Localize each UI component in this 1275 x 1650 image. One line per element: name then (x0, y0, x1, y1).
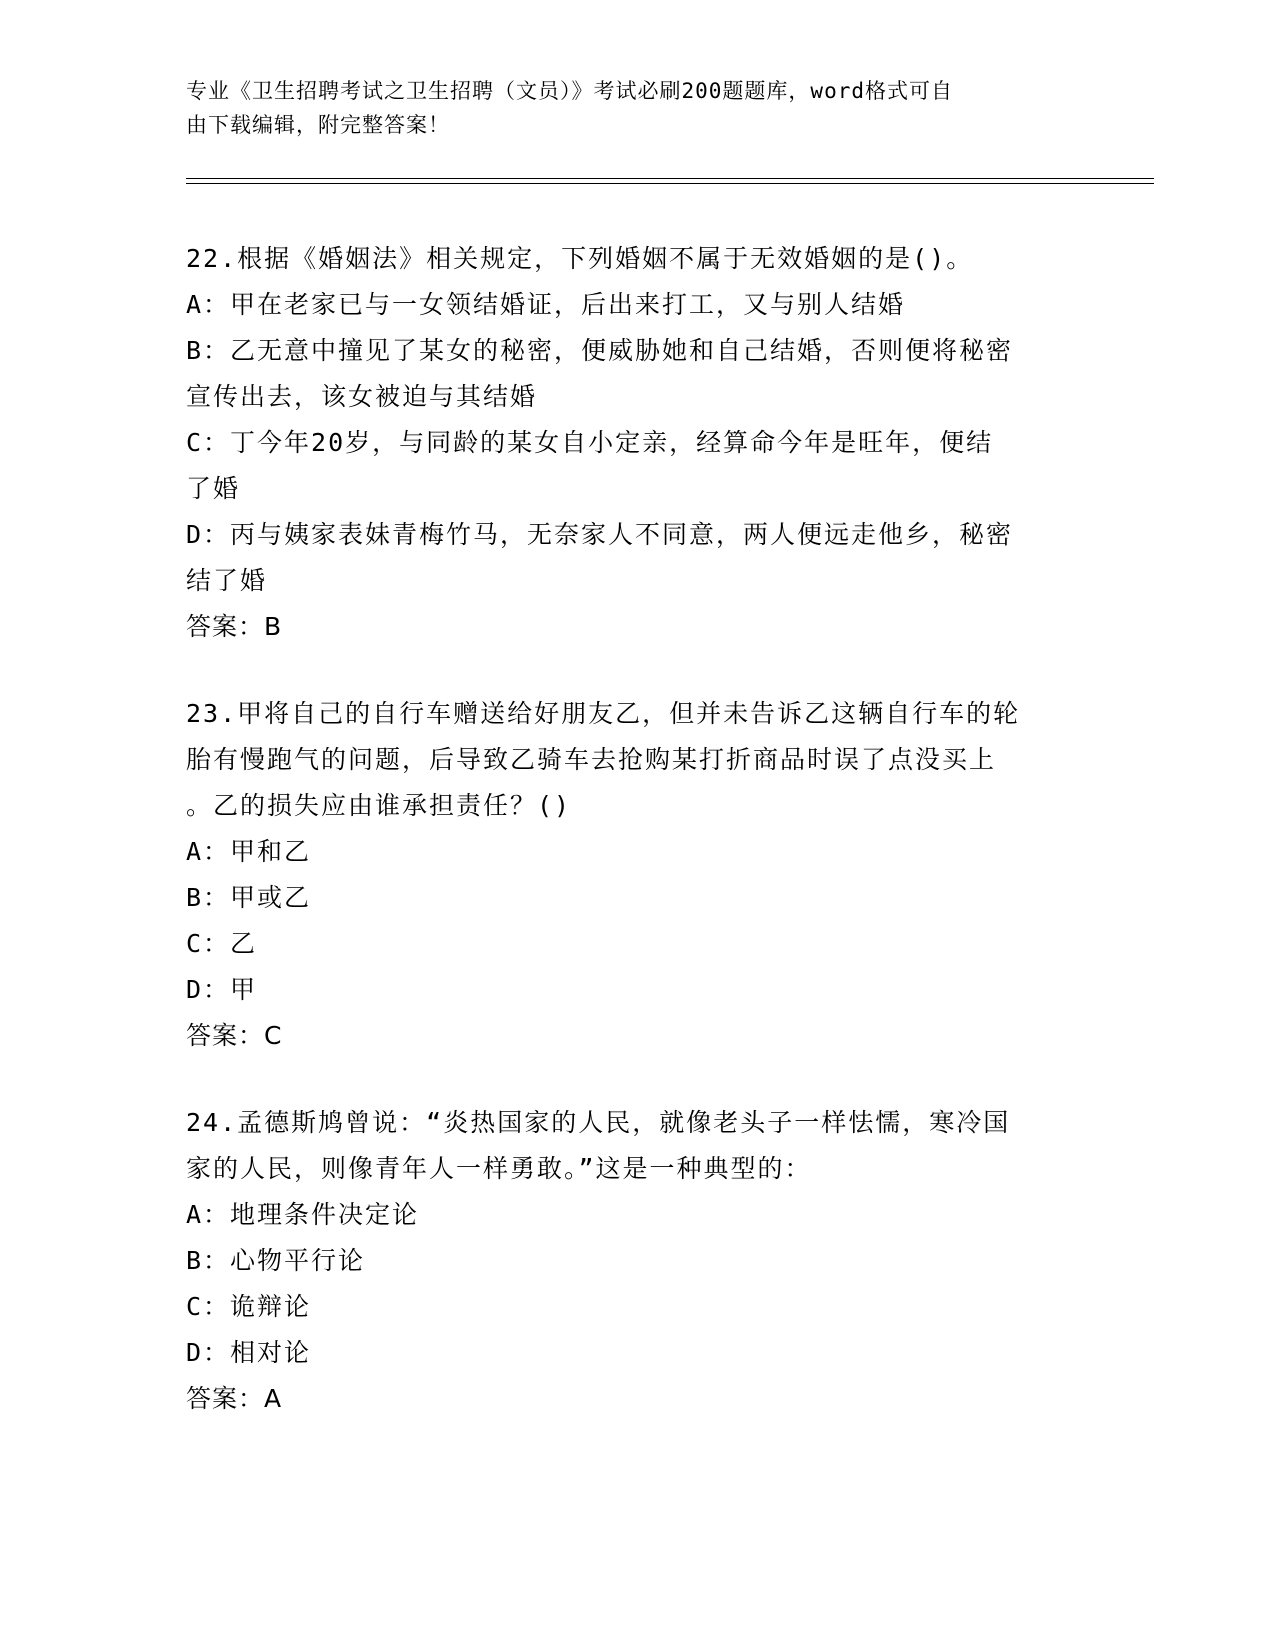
answer: 答案：B (186, 612, 283, 641)
header-line-2: 由下载编辑，附完整答案！ (186, 113, 450, 137)
option-d-continued: 结了婚 (186, 566, 268, 595)
option-b: B：甲或乙 (186, 883, 312, 912)
question-23 (186, 691, 1066, 1059)
option-a: A：地理条件决定论 (186, 1200, 420, 1229)
option-c: C：乙 (186, 929, 258, 958)
option-c: C：诡辩论 (186, 1292, 312, 1321)
option-d: D：丙与姨家表妹青梅竹马，无奈家人不同意，两人便远走他乡，秘密 (186, 520, 1014, 549)
answer: 答案：C (186, 1021, 283, 1050)
option-c: C：丁今年20岁，与同龄的某女自小定亲，经算命今年是旺年，便结 (186, 428, 994, 457)
header-divider-top (186, 178, 1154, 179)
document-header (186, 74, 1066, 142)
option-d: D：相对论 (186, 1338, 312, 1367)
answer: 答案：A (186, 1384, 283, 1413)
question-22 (186, 236, 1066, 650)
header-divider-bottom (186, 183, 1154, 184)
option-b: B：心物平行论 (186, 1246, 366, 1275)
question-stem: 22.根据《婚姻法》相关规定，下列婚姻不属于无效婚姻的是()。 (186, 244, 974, 273)
option-c-continued: 了婚 (186, 474, 241, 503)
question-24 (186, 1100, 1066, 1422)
option-d: D：甲 (186, 975, 258, 1004)
question-stem-continued: 。乙的损失应由谁承担责任？() (186, 791, 572, 820)
option-a: A：甲和乙 (186, 837, 312, 866)
option-b-continued: 宣传出去，该女被迫与其结婚 (186, 382, 538, 411)
question-stem: 23.甲将自己的自行车赠送给好朋友乙，但并未告诉乙这辆自行车的轮 (186, 699, 1021, 728)
question-stem-continued: 家的人民，则像青年人一样勇敢。”这是一种典型的： (186, 1154, 812, 1183)
question-stem: 24.孟德斯鸠曾说：“炎热国家的人民，就像老头子一样怯懦，寒冷国 (186, 1108, 1011, 1137)
question-stem-continued: 胎有慢跑气的问题，后导致乙骑车去抢购某打折商品时误了点没买上 (186, 745, 997, 774)
option-b: B：乙无意中撞见了某女的秘密，便威胁她和自己结婚，否则便将秘密 (186, 336, 1014, 365)
option-a: A：甲在老家已与一女领结婚证，后出来打工，又与别人结婚 (186, 290, 906, 319)
header-line-1: 专业《卫生招聘考试之卫生招聘（文员）》考试必刷200题题库，word格式可自 (186, 79, 953, 103)
